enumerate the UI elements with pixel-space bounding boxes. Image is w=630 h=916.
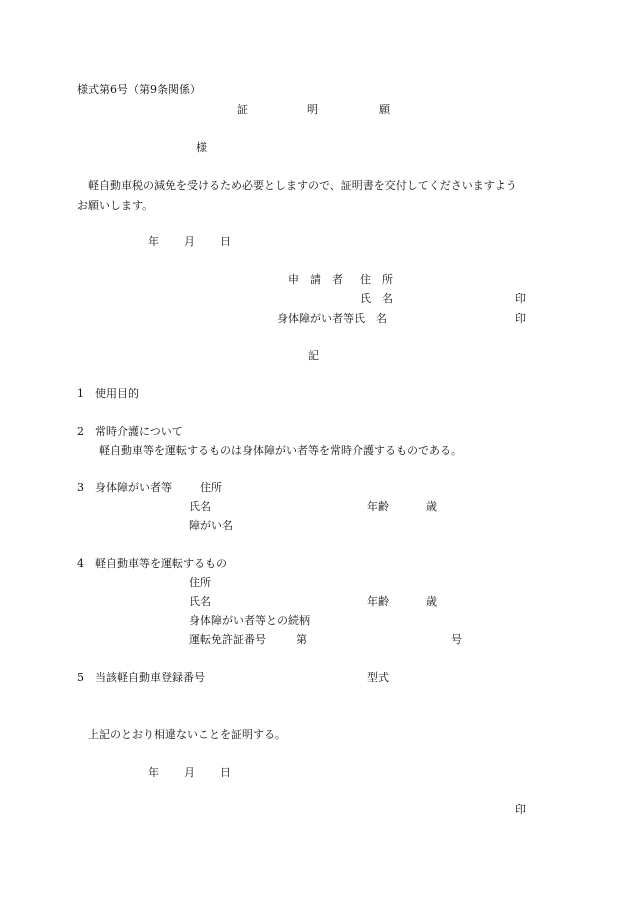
title-char-1: 証	[237, 103, 248, 116]
date1-day: 日	[220, 235, 231, 248]
section5-label: 5 当該軽自動車登録番号	[77, 671, 205, 684]
disabled-name-label: 身体障がい者等氏 名	[277, 312, 387, 325]
title-char-2: 明	[307, 103, 318, 116]
form-number: 様式第6号（第9条関係）	[77, 83, 201, 96]
section4-age-unit: 歳	[426, 595, 437, 608]
section4-relation: 身体障がい者等との続柄	[189, 614, 310, 627]
addressee-suffix: 様	[196, 141, 207, 154]
section3-label: 3 身体障がい者等	[77, 481, 172, 494]
date1-year: 年	[148, 235, 159, 248]
final-seal: 印	[515, 803, 526, 816]
date2-year: 年	[148, 766, 159, 779]
section1-label: 1 使用目的	[77, 387, 139, 400]
applicant-seal: 印	[515, 292, 526, 305]
section4-license-suffix: 号	[451, 633, 462, 646]
applicant-address-label: 住 所	[360, 273, 393, 286]
section3-age-unit: 歳	[426, 500, 437, 513]
date2-month: 月	[184, 766, 195, 779]
section3-address: 住所	[200, 481, 222, 494]
date2-day: 日	[220, 766, 231, 779]
section2-label: 2 常時介護について	[77, 425, 183, 438]
section4-license-prefix: 第	[296, 633, 307, 646]
disabled-seal: 印	[515, 312, 526, 325]
section5-model: 型式	[367, 671, 389, 684]
date1-month: 月	[184, 235, 195, 248]
section2-text: 軽自動車等を運転するものは身体障がい者等を常時介護するものである。	[99, 444, 462, 457]
ki-heading: 記	[308, 349, 319, 362]
section4-age: 年齢	[367, 595, 389, 608]
section3-age: 年齢	[367, 500, 389, 513]
certify-text: 上記のとおり相違ないことを証明する。	[88, 728, 286, 741]
section4-license-label: 運転免許証番号	[189, 633, 266, 646]
applicant-label: 申 請 者	[288, 273, 343, 286]
intro-line-1: 軽自動車税の減免を受けるため必要としますので、証明書を交付してくださいますよう	[88, 179, 517, 192]
section4-name: 氏名	[189, 595, 211, 608]
section3-disability: 障がい名	[189, 519, 233, 532]
section3-name: 氏名	[189, 500, 211, 513]
title-char-3: 願	[379, 103, 390, 116]
applicant-name-label: 氏 名	[360, 292, 393, 305]
section4-label: 4 軽自動車等を運転するもの	[77, 557, 227, 570]
intro-line-2: お願いします。	[77, 199, 154, 212]
section4-address: 住所	[189, 576, 211, 589]
